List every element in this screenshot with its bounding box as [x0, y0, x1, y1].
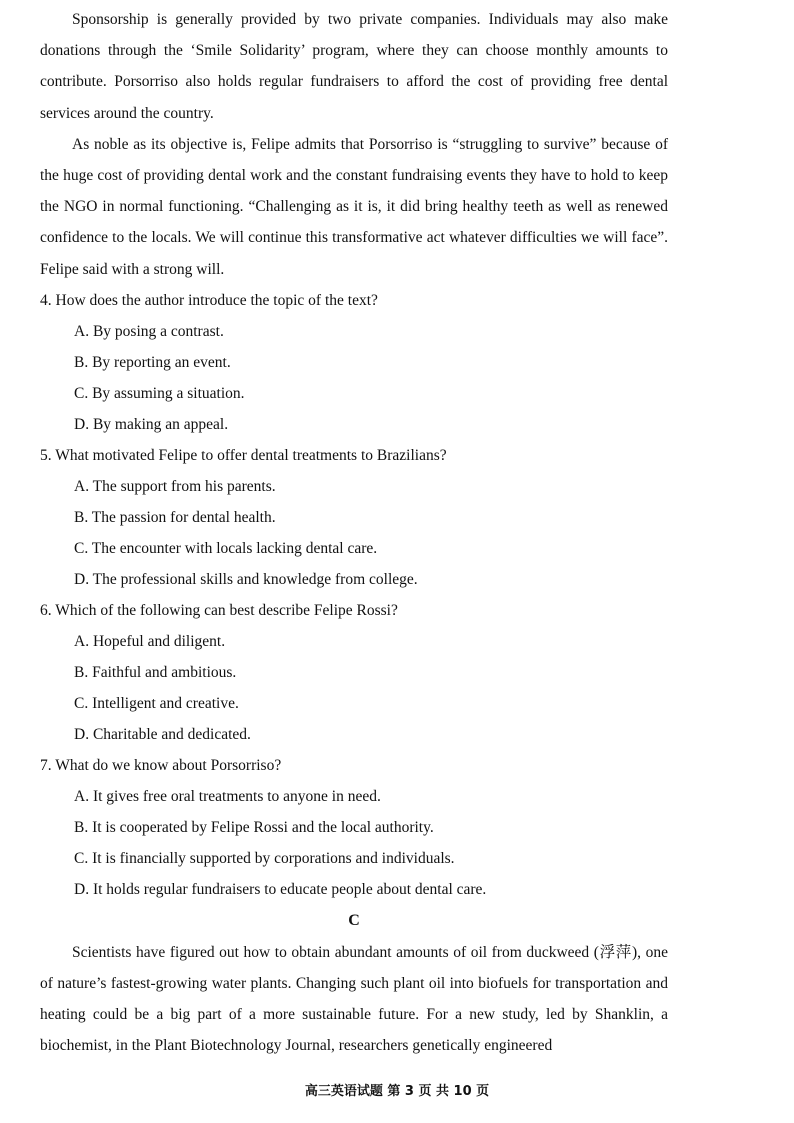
passage-c [40, 905, 668, 1062]
question-stem: 5. What motivated Felipe to offer dental treatments to Brazilians? [40, 446, 447, 464]
option-c: C. The encounter with locals lacking dental care. [74, 539, 378, 557]
question-6 [40, 595, 668, 750]
option-b: B. The passion for dental health. [74, 508, 276, 526]
option-b: B. Faithful and ambitious. [74, 663, 237, 681]
question-stem: 7. What do we know about Porsorriso? [40, 756, 282, 774]
option-b: B. It is cooperated by Felipe Rossi and the local authority. [74, 818, 434, 836]
option-a: A. The support from his parents. [74, 477, 276, 495]
option-d: D. By making an appeal. [74, 415, 229, 433]
passage-b-paragraph-1: Sponsorship is generally provided by two private companies. Individuals may also make donations through the ‘Smile Solidarity’ program, where they can choose monthly amounts to contribute. Porsorriso also holds regular fundraisers to afford the cost of providing free dental services around the country. [40, 11, 668, 122]
passage-b-paragraph-2: As noble as its objective is, Felipe admits that Porsorriso is “struggling to survive” because of the huge cost of providing dental work and the constant fundraising events they have to hold to keep the NGO in normal functioning. “Challenging as it is, it did bring healthy teeth as well as renewed confidence to the locals. We will continue this transformative act whatever difficulties we will face”. Felipe said with a strong will. [40, 135, 668, 278]
option-d: D. Charitable and dedicated. [74, 725, 251, 743]
option-a: A. By posing a contrast. [74, 322, 224, 340]
option-d: D. It holds regular fundraisers to educate people about dental care. [74, 880, 487, 898]
passage-b [40, 4, 668, 285]
option-c: C. By assuming a situation. [74, 384, 245, 402]
passage-c-paragraph: Scientists have figured out how to obtain abundant amounts of oil from duckweed (浮萍), one of nature’s fastest-growing water plants. Changing such plant oil into biofuels for transportation and heating could be a big part of a more sustainable future. For a new study, led by Shanklin, a biochemist, in the Plant Biotechnology Journal, researchers genetically engineered [40, 943, 668, 1055]
question-4 [40, 285, 668, 440]
question-stem: 4. How does the author introduce the topic of the text? [40, 291, 378, 309]
option-a: A. It gives free oral treatments to anyone in need. [74, 787, 381, 805]
option-c: C. It is financially supported by corporations and individuals. [74, 849, 455, 867]
option-b: B. By reporting an event. [74, 353, 231, 371]
question-7 [40, 750, 668, 905]
option-d: D. The professional skills and knowledge from college. [74, 570, 418, 588]
option-a: A. Hopeful and diligent. [74, 632, 226, 650]
section-heading: C [348, 911, 360, 929]
option-c: C. Intelligent and creative. [74, 694, 239, 712]
question-5 [40, 440, 668, 595]
question-stem: 6. Which of the following can best describe Felipe Rossi? [40, 601, 398, 619]
page-footer: 高三英语试题 第 3 页 共 10 页 [304, 1084, 490, 1099]
